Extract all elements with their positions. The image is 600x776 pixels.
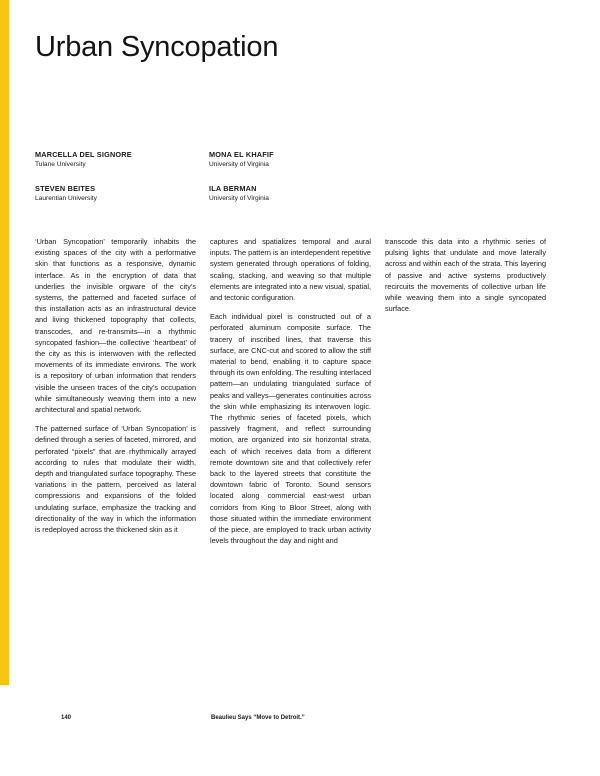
- page-title: Urban Syncopation: [35, 31, 279, 63]
- body-paragraph: captures and spatializes temporal and aural inputs. The pattern is an interdependent repetitive system generated through operations of folding, scaling, stacking, and weaving so that multiple elements are integrated into a new visual, spatial, and tectonic configuration.: [210, 237, 371, 303]
- author-affiliation: University of Virginia: [209, 161, 269, 168]
- author-name: ILA BERMAN: [209, 184, 257, 193]
- body-paragraph: Each individual pixel is constructed out of a perforated aluminum composite surface. The tracery of inscribed lines, that traverse this surface, are CNC-cut and scored to allow the stiff material to bend, enabling it to capture space through its own enfolding. The resulting interlaced pattern—an undulating triangulated surface of peaks and valleys—generates continuities across the skin while emphasizing its interwoven logic. The rhythmic series of faceted pixels, which passively fragment, and reflect surrounding motion, are organized into six horizontal strata, each of which receives data from a different remote downtown site and that collectively refer back to the layered streets that constitute the downtown fabric of Toronto. Sound sensors located along commercial east-west urban corridors from King to Bloor Street, along with those situated within the immediate environment of the piece, are employed to track urban activity levels throughout the day and night and: [210, 312, 371, 546]
- running-footer: Beaulieu Says “Move to Detroit.”: [211, 715, 305, 721]
- author-affiliation: Tulane University: [35, 161, 86, 168]
- author-block: [209, 184, 383, 204]
- author-name: MARCELLA DEL SIGNORE: [35, 150, 132, 159]
- accent-bar: [0, 0, 9, 685]
- author-name: STEVEN BEITES: [35, 184, 96, 193]
- body-column-1: [35, 236, 196, 543]
- body-column-2: [210, 236, 371, 554]
- body-column-3: [385, 236, 546, 322]
- body-paragraph: The patterned surface of ‘Urban Syncopation’ is defined through a series of faceted, mirrored, and perforated “pixels” that are rhythmically arrayed according to rules that modulate their width, depth and triangulated surface topography. These variations in the pattern, perceived as lateral compressions and expansions of the folded undulating surface, emphasize the tracking and directionality of the way in which the information is redeployed across the thickened skin as it: [35, 424, 196, 535]
- author-block: [35, 150, 209, 170]
- author-affiliation: University of Virginia: [209, 195, 269, 202]
- page-number: 140: [61, 715, 72, 721]
- body-paragraph: transcode this data into a rhythmic series of pulsing lights that undulate and move laterally across and within each of the strata. This layering of passive and active systems productively recircuits the movements of collective urban life while weaving them into a single syncopated surface.: [385, 237, 546, 314]
- author-block: [209, 150, 383, 170]
- author-name: MONA EL KHAFIF: [209, 150, 274, 159]
- author-affiliation: Laurentian University: [35, 195, 97, 202]
- body-paragraph: ‘Urban Syncopation’ temporarily inhabits the existing spaces of the city with a performative skin that functions as a responsive, dynamic interface. As in the encryption of data that underlies the invisible orgware of the city’s systems, the patterned and faceted surface of this installation acts as an infrastructural device and living thickened topography that collects, transcodes, and re-transmits—in a rhythmic syncopated fashion—the collective ‘heartbeat’ of the city as this is interwoven with the reflected movements of its immediate environs. The work is a repository of urban information that renders visible the unseen traces of the city’s occupation while simultaneously weaving them into a new architectural and spatial network.: [35, 237, 196, 415]
- author-list: [35, 150, 395, 204]
- author-block: [35, 184, 209, 204]
